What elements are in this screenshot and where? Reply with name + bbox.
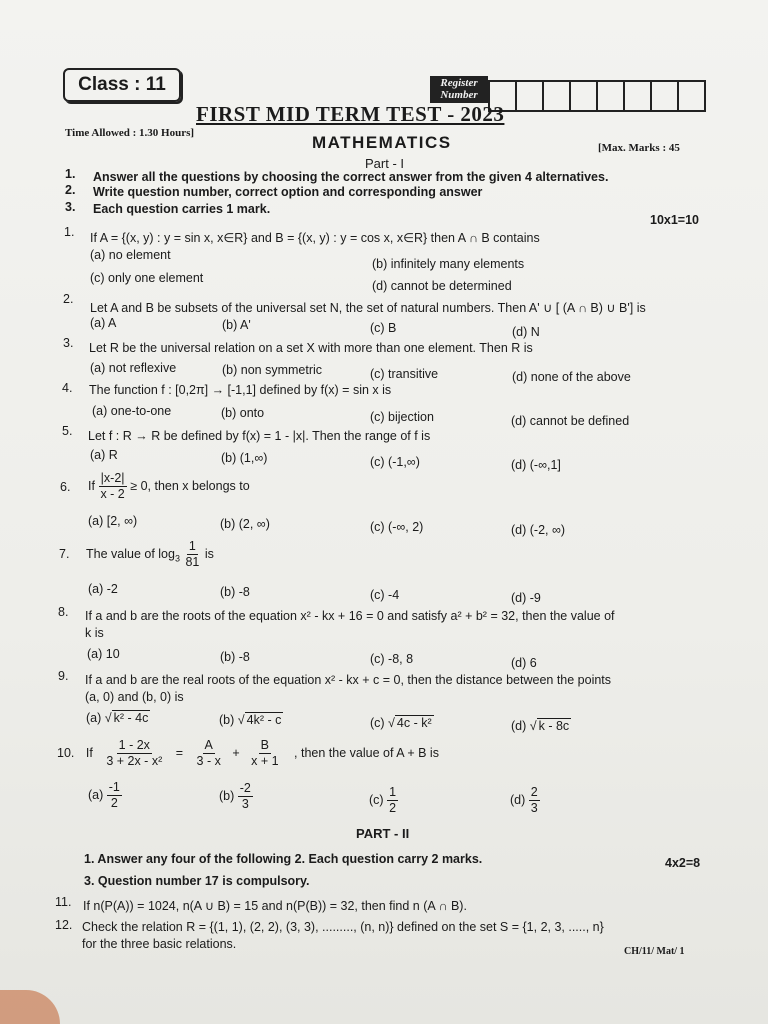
fraction-denominator: 3 (241, 797, 249, 811)
fraction-numerator: -2 (239, 781, 251, 795)
option-a: (a) -2 (88, 582, 118, 596)
option-label: (c) (369, 792, 384, 807)
option-b: (b) (2, ∞) (220, 517, 270, 531)
question-number: 9. (58, 669, 69, 683)
fraction (387, 785, 398, 816)
fraction-numerator: -1 (108, 780, 120, 794)
question-text: Let R be the universal relation on a set X with more than one element. Then R is (89, 341, 533, 355)
fraction-denominator: x + 1 (251, 754, 279, 768)
option-d: (d) √ k - 8c (511, 719, 570, 733)
option-d: (d) cannot be determined (372, 279, 512, 293)
option-b: (b) infinitely many elements (372, 257, 525, 271)
question-text-prefix: The value of log (86, 546, 175, 561)
instruction-1-text: Answer all the questions by choosing the correct answer from the given 4 alternatives. (93, 170, 609, 184)
option-b (219, 781, 253, 812)
register-digit-box (625, 82, 652, 110)
log-base: 3 (174, 553, 180, 564)
option-a: (a) 10 (87, 647, 120, 661)
fraction (529, 785, 540, 816)
register-digit-box (652, 82, 679, 110)
exam-title: FIRST MID TERM TEST - 2023 (196, 102, 505, 126)
radicand: 4c - k² (396, 716, 432, 730)
fraction-numerator: B (260, 738, 269, 752)
plus-sign: + (232, 745, 240, 760)
question-number: 3. (63, 336, 74, 350)
fraction-numerator: 1 (389, 785, 397, 799)
option-a: (a) [2, ∞) (88, 514, 138, 528)
register-label-line-1: Register (440, 77, 478, 89)
fraction-denominator: 2 (389, 801, 397, 815)
time-allowed: Time Allowed : 1.30 Hours] (65, 127, 195, 139)
fraction (238, 781, 253, 812)
class-label: Class : 11 (63, 68, 181, 102)
option-b: (b) onto (221, 406, 265, 420)
option-label: (d) (510, 792, 526, 807)
fraction-denominator: 3 (530, 801, 538, 815)
fraction (195, 738, 223, 769)
instruction-3-text: Each question carries 1 mark. (93, 202, 271, 216)
fraction (249, 738, 280, 769)
question-text: If a and b are the real roots of the equation x² - kx + c = 0, then the distance between the points (85, 673, 612, 687)
question-text (88, 471, 250, 502)
option-c: (c) -4 (370, 588, 400, 602)
option-a: (a) A (90, 316, 117, 330)
instruction-1-num: 1. (65, 167, 76, 181)
option-d: (d) 6 (511, 656, 537, 670)
option-label: (a) (86, 711, 102, 725)
option-c: (c) (-∞, 2) (370, 520, 424, 534)
subject-title: MATHEMATICS (312, 133, 452, 152)
option-a (88, 780, 122, 811)
question-text-prefix: If (85, 745, 93, 760)
register-number-boxes (488, 80, 706, 112)
fraction-numerator: |x-2| (100, 471, 125, 485)
fraction (183, 539, 201, 570)
question-text-suffix: is (204, 546, 214, 561)
question-text-prefix: If (88, 478, 95, 493)
question-number: 4. (62, 381, 73, 395)
option-label: (b) (219, 713, 235, 727)
fraction-denominator: 3 + 2x - x² (106, 754, 163, 768)
question-text: If A = {(x, y) : y = sin x, x∈R} and B = {(x, y) : y = cos x, x∈R} then A ∩ B contains (90, 231, 540, 245)
option-label: (b) (219, 788, 235, 803)
option-d: (d) (-2, ∞) (511, 523, 566, 537)
option-label: (c) (370, 716, 385, 730)
option-d (510, 785, 540, 816)
footer-code: CH/11/ Mat/ 1 (624, 946, 685, 957)
option-a: (a) one-to-one (92, 404, 172, 418)
option-d: (d) -9 (511, 591, 541, 605)
question-text (86, 539, 214, 570)
question-text-suffix: , then the value of A + B is (294, 745, 439, 760)
fraction-numerator: 1 (188, 539, 196, 553)
part-2-marks-scheme: 4x2=8 (665, 856, 701, 870)
part-2-heading: PART - II (356, 826, 410, 841)
option-d: (d) (-∞,1] (511, 458, 561, 472)
question-text: Let A and B be subsets of the universal set N, the set of natural numbers. Then A' ∪ [ (A ∩ B) ∪ B'] is (90, 301, 646, 315)
radicand: k² - 4c (113, 711, 149, 725)
fraction (98, 471, 126, 502)
option-label: (a) (88, 787, 104, 802)
fraction-denominator: 81 (185, 555, 200, 569)
question-number: 10. (57, 745, 75, 760)
radicand: k - 8c (538, 719, 570, 733)
part-2-instruction-1: 1. Answer any four of the following 2. Each question carry 2 marks. (84, 852, 483, 866)
part-1-marks-scheme: 10x1=10 (650, 213, 700, 227)
question-text-continued: for the three basic relations. (82, 937, 237, 951)
option-b: (b) √ 4k² - c (219, 713, 282, 727)
question-number: 8. (58, 605, 69, 619)
fraction-numerator: 2 (530, 785, 538, 799)
question-text: The function f : [0,2π] → [-1,1] defined by f(x) = sin x is (89, 383, 392, 397)
question-text-suffix: ≥ 0, then x belongs to (130, 478, 250, 493)
question-text (57, 738, 439, 769)
part-1-heading: Part - I (365, 156, 405, 171)
option-b: (b) A' (222, 318, 251, 332)
question-number: 6. (60, 480, 71, 494)
question-number: 5. (62, 424, 73, 438)
option-c: (c) bijection (370, 410, 434, 424)
question-number: 7. (59, 547, 70, 561)
fraction-denominator: x - 2 (100, 487, 125, 501)
instruction-2-num: 2. (65, 183, 76, 197)
question-text-continued: (a, 0) and (b, 0) is (85, 690, 184, 704)
option-c: (c) (-1,∞) (370, 455, 420, 469)
register-number-label (430, 76, 488, 103)
max-marks: [Max. Marks : 45 (598, 142, 680, 154)
question-number: 12. (55, 918, 73, 932)
option-a: (a) R (90, 448, 118, 462)
fraction-numerator: 1 - 2x (118, 738, 150, 752)
equals-sign: = (175, 745, 184, 760)
register-digit-box (571, 82, 598, 110)
option-c: (c) -8, 8 (370, 652, 414, 666)
part-2-instruction-2: 3. Question number 17 is compulsory. (84, 874, 310, 888)
question-number: 1. (64, 225, 75, 239)
register-digit-box (517, 82, 544, 110)
fraction (107, 780, 122, 811)
option-b: (b) (1,∞) (221, 451, 268, 465)
question-text-continued: k is (85, 626, 104, 640)
option-c (369, 785, 398, 816)
option-a: (a) √ k² - 4c (86, 711, 149, 725)
register-digit-box (544, 82, 571, 110)
register-digit-box (679, 82, 704, 110)
question-number: 11. (55, 895, 72, 909)
option-d: (d) none of the above (512, 370, 631, 384)
instruction-2-text: Write question number, correct option and corresponding answer (93, 185, 483, 199)
question-number: 2. (63, 292, 74, 306)
fraction-denominator: 2 (110, 796, 118, 810)
option-a: (a) no element (90, 248, 171, 262)
background-table-edge (0, 990, 60, 1024)
register-label-line-2: Number (440, 89, 478, 101)
fraction (104, 738, 164, 769)
question-text: If a and b are the roots of the equation x² - kx + 16 = 0 and satisfy a² + b² = 32, then the value of (85, 609, 615, 623)
question-text: Check the relation R = {(1, 1), (2, 2), (3, 3), ........., (n, n)} defined on the set S = {1, 2, 3, ....., n} (82, 920, 604, 934)
fraction-denominator: 3 - x (196, 754, 221, 768)
radicand: 4k² - c (246, 713, 282, 727)
option-c: (c) √ 4c - k² (370, 716, 432, 730)
option-b: (b) -8 (220, 585, 250, 599)
option-b: (b) non symmetric (222, 363, 323, 377)
option-c: (c) only one element (90, 271, 204, 285)
fraction-numerator: A (204, 738, 213, 752)
option-a: (a) not reflexive (90, 361, 177, 375)
instruction-3-num: 3. (65, 200, 76, 214)
option-label: (d) (511, 719, 527, 733)
option-d: (d) cannot be defined (511, 414, 630, 428)
option-b: (b) -8 (220, 650, 250, 664)
option-c: (c) transitive (370, 367, 439, 381)
question-text: Let f : R → R be defined by f(x) = 1 - |x|. Then the range of f is (88, 429, 431, 443)
option-d: (d) N (512, 325, 540, 339)
register-digit-box (598, 82, 625, 110)
option-c: (c) B (370, 321, 397, 335)
question-text: If n(P(A)) = 1024, n(A ∪ B) = 15 and n(P(B)) = 32, then find n (A ∩ B). (83, 899, 467, 913)
